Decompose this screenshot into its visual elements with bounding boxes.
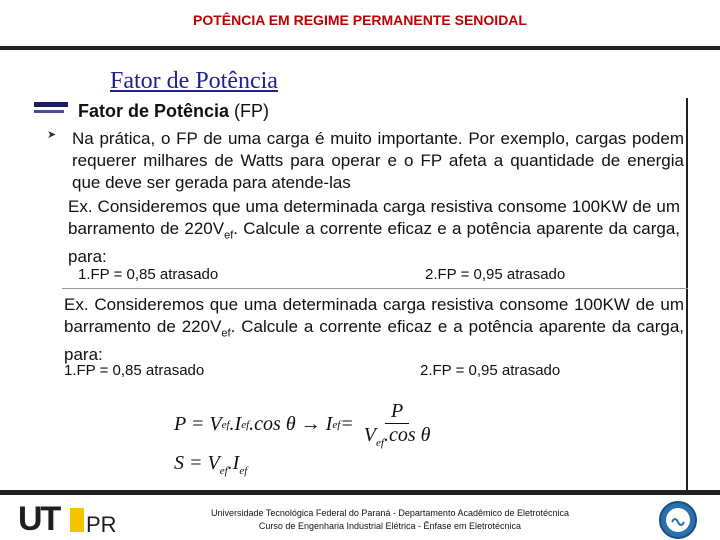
- case-1: 1.FP = 0,85 atrasado: [78, 266, 219, 283]
- example-intro-zoom: Ex. Consideremos que uma determinada carga resistiva consome 100KW de um barramento de 220V: [64, 295, 684, 336]
- utfpr-logo-ut: UT: [18, 500, 60, 538]
- footer-course: Curso de Engenharia Industrial Elétrica - Ênfase em Eletrotécnica: [258, 521, 522, 531]
- eq1-den-sub: ef: [375, 437, 384, 449]
- eq2-left: S = V: [174, 452, 220, 474]
- utfpr-logo-pr: PR: [86, 512, 117, 537]
- eq1-mid: .I: [229, 413, 242, 435]
- example-intro: Ex. Consideremos que uma determinada carga resistiva consome 100KW de um barramento de 220V: [68, 197, 680, 238]
- example-rest-zoom: . Calcule a corrente eficaz e a potência aparente da carga, para:: [64, 317, 684, 365]
- heading-suffix: (FP): [229, 101, 270, 121]
- bullet-bar-icon: [34, 110, 64, 113]
- section-heading: [78, 100, 269, 122]
- case-2-zoom: 2.FP = 0,95 atrasado: [420, 362, 561, 379]
- eq1-den-cos: .cos θ: [383, 424, 431, 446]
- eq2-mid: .I: [227, 452, 240, 474]
- eq1-denominator: [360, 424, 435, 449]
- paragraph-fp-importance: Na prática, o FP de uma carga é muito importante. Por exemplo, cargas podem requerer milhares de Watts para operar e o FP afeta a quantidade de energia que deve ser gerada para atende-las: [72, 129, 684, 192]
- footer-rule: [0, 490, 720, 495]
- case-2: 2.FP = 0,95 atrasado: [425, 266, 566, 283]
- example-rest: . Calcule a corrente eficaz e a potência aparente da carga, para:: [68, 219, 680, 267]
- eq1-left: P = V: [174, 413, 222, 435]
- equation-apparent-power: [174, 452, 247, 477]
- case-1-zoom: 1.FP = 0,85 atrasado: [64, 362, 205, 379]
- eq2-sub1: ef: [219, 465, 228, 477]
- header-rule: [0, 46, 720, 50]
- eq1-equals: =: [340, 413, 354, 435]
- equation-current: [174, 400, 434, 449]
- example-sub: ef: [224, 229, 234, 242]
- example-sub-zoom: ef: [221, 327, 231, 340]
- example-statement: [68, 196, 680, 268]
- eq1-sub1: ef: [221, 418, 230, 431]
- bullet-bar-icon: [34, 102, 68, 107]
- eq2-sub2: ef: [239, 465, 248, 477]
- eq1-sub3: ef: [332, 418, 341, 431]
- heading-bold: Fator de Potência: [78, 101, 230, 121]
- footer-institution: Universidade Tecnológica Federal do Paraná - Departamento Acadêmico de Eletrotécnica: [210, 508, 570, 518]
- eq1-cos: .cos θ → I: [249, 413, 333, 435]
- header-title: POTÊNCIA EM REGIME PERMANENTE SENOIDAL: [193, 12, 527, 28]
- eq1-numerator: P: [385, 400, 409, 424]
- utfpr-logo-mark: [70, 508, 84, 532]
- section-divider: [62, 288, 688, 289]
- eq1-fraction: [360, 400, 435, 449]
- slide-title: Fator de Potência: [110, 68, 278, 94]
- arrow-bullet-icon: ➤: [47, 129, 57, 141]
- eq1-sub2: ef: [241, 418, 250, 431]
- eq1-den-v: V: [363, 424, 376, 446]
- department-seal-icon: [658, 500, 698, 540]
- example-statement-zoom: [64, 294, 684, 366]
- vertical-divider: [686, 98, 688, 490]
